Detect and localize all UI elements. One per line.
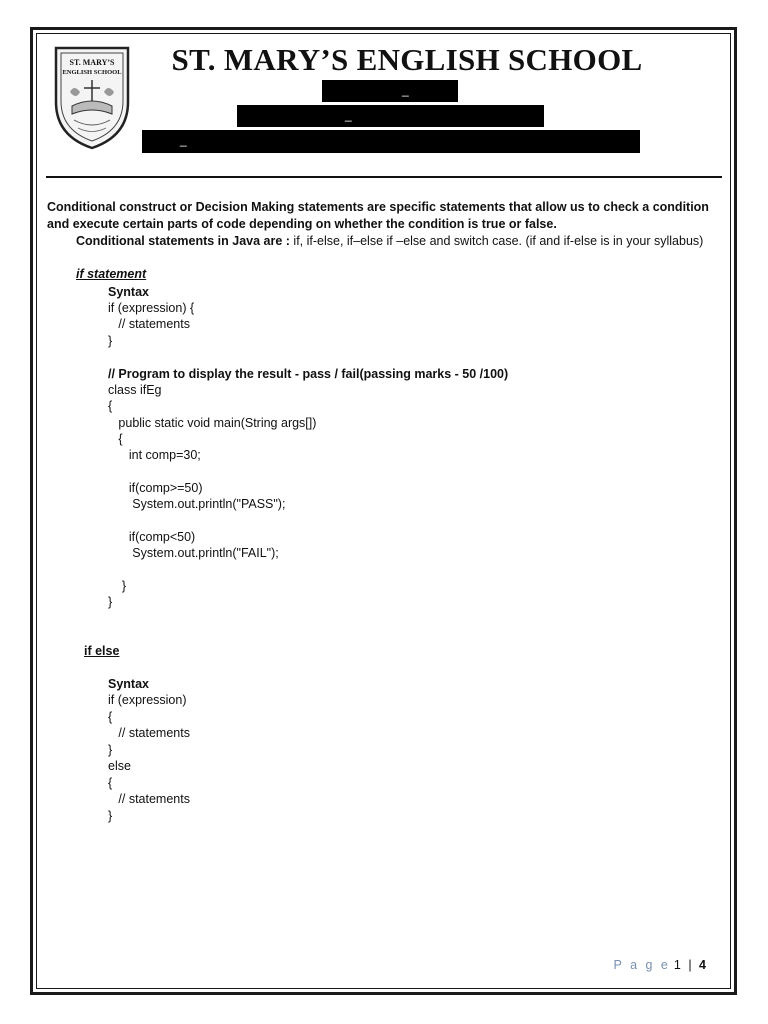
school-name-title: ST. MARY’S ENGLISH SCHOOL xyxy=(171,42,643,77)
page-number: 1 xyxy=(673,958,681,972)
logo-text-sub: ENGLISH SCHOOL xyxy=(62,69,122,76)
code-line: if (expression) xyxy=(108,693,187,707)
if-else-syntax-label: Syntax xyxy=(108,677,149,691)
intro-line-2: and execute certain parts of code depending on whether the condition is true or false. xyxy=(47,217,557,231)
code-line: int comp=30; xyxy=(108,448,201,463)
if-statement-heading: if statement xyxy=(76,267,147,281)
code-line: { xyxy=(108,399,113,414)
code-line: { xyxy=(108,775,113,790)
code-line: System.out.println("FAIL"); xyxy=(108,545,279,560)
redacted-bar: _ xyxy=(237,105,544,127)
intro-line-3-text: if, if-else, if–else if –else and switch case. (if and if-else is in your syllabus) xyxy=(293,234,704,248)
code-line: } xyxy=(108,578,127,593)
page-label: P a g e xyxy=(613,958,671,972)
page-separator: | xyxy=(688,958,692,972)
code-line: else xyxy=(108,759,131,773)
page-footer xyxy=(614,958,707,972)
code-line: public static void main(String args[]) xyxy=(108,415,317,430)
code-line: } xyxy=(108,594,113,609)
header-divider xyxy=(46,176,722,178)
intro-line-1: Conditional construct or Decision Making statements are specific statements that allow us to check a condition xyxy=(47,200,709,214)
code-line xyxy=(108,463,316,479)
intro-line-3 xyxy=(76,233,703,249)
code-line: { xyxy=(108,431,123,446)
intro-line-3-label: Conditional statements in Java are : xyxy=(76,234,294,248)
school-crest-logo xyxy=(50,44,134,152)
program-comment: // Program to display the result - pass / fail(passing marks - 50 /100) xyxy=(108,367,509,381)
code-line xyxy=(108,512,316,528)
code-line: System.out.println("PASS"); xyxy=(108,497,286,512)
page-total: 4 xyxy=(699,958,706,972)
logo-text-top: ST. MARY’S xyxy=(69,58,115,67)
code-line: if(comp>=50) xyxy=(108,480,203,495)
code-line: // statements xyxy=(108,317,190,332)
code-line: } xyxy=(108,742,113,757)
code-line: } xyxy=(108,333,113,348)
code-line: } xyxy=(108,808,113,823)
if-program-block xyxy=(108,382,316,610)
code-line: // statements xyxy=(108,792,190,806)
code-line: if (expression) { xyxy=(108,301,195,315)
code-line: if(comp<50) xyxy=(108,529,196,544)
code-line: // statements xyxy=(108,726,190,740)
code-line xyxy=(108,561,316,577)
code-line: { xyxy=(108,709,113,724)
code-line: class ifEg xyxy=(108,383,162,397)
if-syntax-label: Syntax xyxy=(108,285,149,299)
if-else-syntax-block xyxy=(108,692,190,824)
if-else-heading: if else xyxy=(84,644,120,658)
redacted-bar: _ xyxy=(322,80,458,102)
if-syntax-block xyxy=(108,300,194,349)
redacted-bar: _ xyxy=(142,130,640,153)
